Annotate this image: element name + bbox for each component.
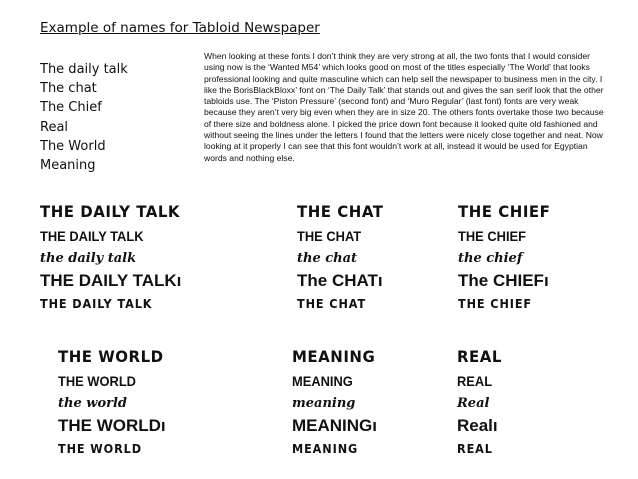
sample-chat-3: the chat (297, 251, 358, 266)
sample-chief-3: the chief (458, 251, 523, 266)
sample-real-2: REAL (457, 373, 493, 389)
sample-meaning-4: MEANINGı (292, 416, 377, 435)
sample-chat-1: THE CHAT (297, 202, 384, 222)
name-item: The Chief (40, 100, 102, 116)
name-item: The daily talk (40, 62, 128, 77)
sample-chief-2: THE CHIEF (458, 228, 526, 244)
sample-world-1: THE WORLD (58, 347, 164, 367)
sample-chat-5: THE CHAT (297, 296, 367, 311)
name-item: Meaning (40, 158, 96, 174)
sample-real-1: REAL (457, 347, 502, 367)
sample-real-3: Real (457, 396, 490, 411)
sample-daily-talk-2: THE DAILY TALK (40, 228, 144, 244)
font-evaluation-paragraph: When looking at these fonts I don’t think they are very strong at all, the two fonts that I would consider using now is the ‘Wanted M54’ which looks good on most of the titles especially ‘The World’ that looks professional looking and quite masculine which can help sell the newspaper to business men in the city. I like the BorisBlackBloxx’ font on ‘The Daily Talk’ that stands out and gives the san serif look that the other tabloids use. The ‘Piston Pressure’ (second font) and ‘Muro Regular’ (last font) fonts are very weak because they aren’t very big even when they are in size 20. The others fonts overtake those two because of there size and boldness alone. I picked the price down font because it looked quite old fashioned and without seeing the lines under the letters I found that the letters were nicely close together and neat. Now looking at it properly I can see that this font wouldn’t work at all, instead it would be used for Egyptian words and nothing else. (204, 51, 604, 163)
sample-chat-2: THE CHAT (297, 228, 362, 244)
sample-daily-talk-1: THE DAILY TALK (40, 202, 181, 222)
sample-daily-talk-5: THE DAILY TALK (40, 296, 153, 311)
sample-meaning-3: meaning (292, 396, 356, 411)
name-item: The chat (40, 81, 97, 97)
sample-world-3: the world (58, 396, 127, 411)
sample-chat-4: The CHATı (297, 271, 383, 290)
page-title: Example of names for Tabloid Newspaper (40, 20, 320, 36)
name-item: Real (40, 119, 69, 135)
sample-world-5: THE WORLD (58, 441, 142, 456)
sample-daily-talk-4: THE DAILY TALKı (40, 271, 182, 290)
sample-real-5: REAL (457, 441, 493, 456)
sample-meaning-2: MEANING (292, 373, 353, 389)
sample-meaning-5: MEANING (292, 441, 359, 456)
sample-daily-talk-3: the daily talk (40, 251, 137, 266)
sample-chief-5: THE CHIEF (458, 296, 533, 311)
sample-real-4: Realı (457, 416, 498, 435)
sample-world-2: THE WORLD (58, 373, 136, 389)
name-item: The World (40, 138, 106, 154)
sample-meaning-1: MEANING (292, 347, 376, 367)
sample-world-4: THE WORLDı (58, 416, 166, 435)
sample-chief-4: The CHIEFı (458, 271, 549, 290)
sample-chief-1: THE CHIEF (458, 202, 551, 222)
